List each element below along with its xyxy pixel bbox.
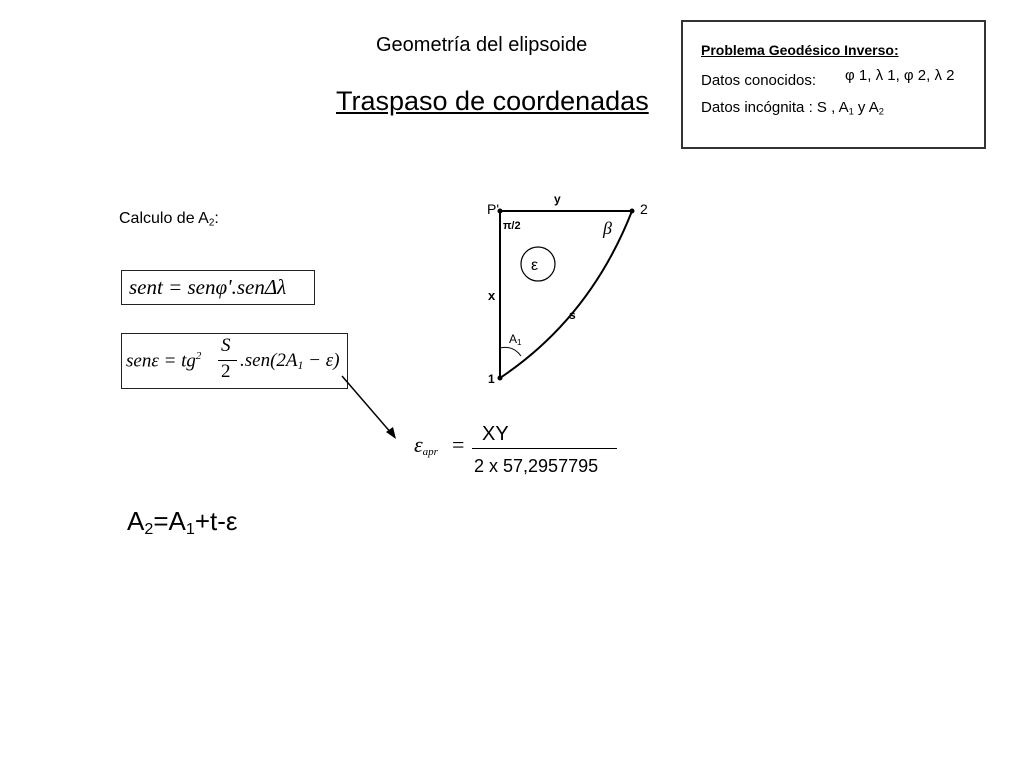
known-data-label: Datos conocidos:	[701, 72, 817, 89]
label-a1-main: A	[509, 332, 518, 346]
page-title: Traspaso de coordenadas	[336, 86, 649, 116]
eps-numerator: XY	[482, 423, 509, 445]
unknown-mid: y A	[853, 99, 879, 116]
eps-subscript: apr	[422, 445, 438, 458]
label-a1	[509, 332, 522, 347]
subtitle: Geometría del elipsoide	[376, 34, 588, 56]
point-1	[498, 376, 503, 381]
eq2-right-a: .sen(2A	[240, 350, 298, 371]
arc-s	[500, 211, 632, 378]
eps-apr-lhs	[414, 432, 438, 458]
final-a: A	[127, 506, 145, 536]
eq2-right-b: − ε)	[303, 350, 340, 371]
final-sub-a: 2	[144, 520, 154, 539]
unknown-sub2: 2	[878, 106, 884, 117]
calc-label-sub: 2	[208, 217, 215, 229]
eq2-frac-den: 2	[221, 361, 231, 382]
equation-sent: sent = senφ'.senΔλ	[129, 275, 287, 299]
eq2-right-sub: 1	[297, 358, 304, 372]
label-p: P'	[487, 201, 500, 217]
unknown-label: Datos incógnita : S , A	[701, 99, 849, 116]
arrow-line	[342, 376, 392, 434]
label-x: x	[488, 288, 496, 303]
angle-a1-arc	[500, 347, 521, 356]
calc-label-text: Calculo de A	[119, 210, 209, 227]
eq2-frac-num: S	[221, 335, 231, 356]
calc-label-end: :	[214, 210, 219, 227]
final-formula	[127, 506, 237, 539]
label-pi2: π/2	[503, 220, 521, 232]
label-2: 2	[640, 201, 648, 217]
label-s: s	[569, 308, 576, 322]
label-1: 1	[488, 372, 495, 386]
known-data-vars: φ 1, λ 1, φ 2, λ 2	[845, 67, 955, 84]
eq2-left-text: senε = tg	[126, 350, 196, 372]
final-eq: =A	[153, 506, 186, 536]
unknown-sub1: 1	[848, 106, 854, 117]
spherical-triangle-diagram	[470, 180, 670, 390]
eps-fraction-line	[472, 448, 617, 449]
final-rest: +t-ε	[194, 506, 238, 536]
eq2-exponent: 2	[195, 350, 202, 362]
label-epsilon: ε	[531, 257, 539, 274]
point-2	[630, 209, 635, 214]
eps-symbol: ε	[414, 432, 423, 457]
final-sub-b: 1	[185, 520, 195, 539]
label-a1-sub: 1	[517, 338, 522, 347]
info-heading: Problema Geodésico Inverso:	[701, 42, 899, 58]
eps-equals: =	[452, 432, 465, 457]
label-beta: β	[603, 218, 612, 238]
eps-denominator: 2 x 57,2957795	[474, 456, 599, 476]
label-y: y	[554, 192, 561, 206]
